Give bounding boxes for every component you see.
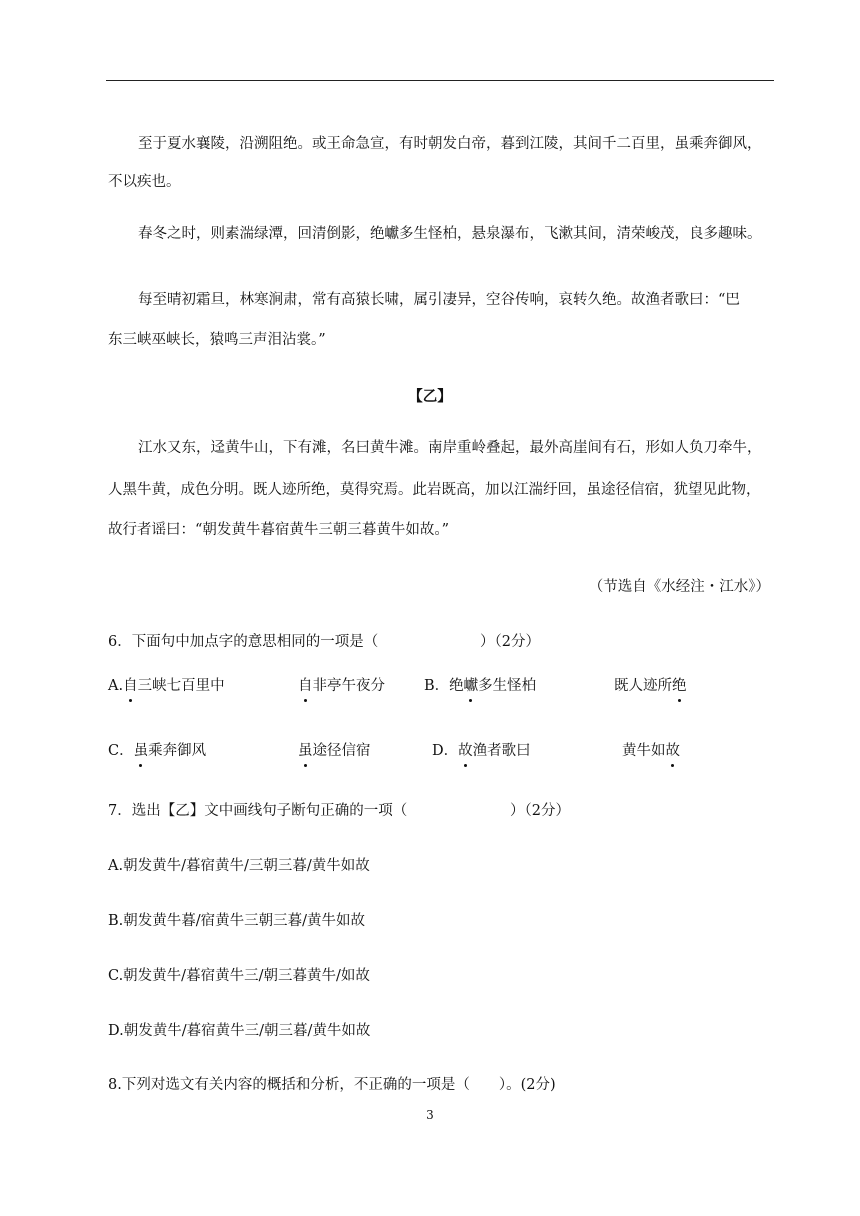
section-yi-line2: 人黑牛黄，成色分明。既人迹所绝，莫得究焉。此岩既高，加以江湍纡回，虽途径信宿，犹望见此物，	[108, 482, 761, 498]
q7-option-d: D.朝发黄牛/暮宿黄牛三/朝三暮/黄牛如故	[108, 1023, 371, 1039]
q6-stem-left: 6．下面句中加点字的意思相同的一项是（	[108, 634, 379, 650]
q7-option-b: B.朝发黄牛暮/宿黄牛三朝三暮/黄牛如故	[108, 913, 366, 929]
emphasis-dot-char: 虽	[298, 740, 313, 762]
passage-jia-p1-line2: 不以疾也。	[108, 174, 181, 190]
section-yi-heading: 【乙】	[408, 388, 452, 405]
q6-option-c-pair: 虽途径信宿	[298, 740, 371, 762]
q6-option-d-pair: 黄牛如故	[622, 740, 680, 762]
emphasis-dot-char: 故	[666, 740, 681, 762]
section-yi-line3: 故行者谣曰：“朝发黄牛暮宿黄牛三朝三暮黄牛如故。”	[108, 522, 450, 538]
emphasis-dot-char: 自	[123, 675, 138, 697]
page-number: 3	[426, 1108, 434, 1122]
q7-option-a: A.朝发黄牛/暮宿黄牛/三朝三暮/黄牛如故	[108, 858, 370, 874]
passage-jia-p2-line1: 春冬之时，则素湍绿潭，回清倒影，绝巘多生怪柏，悬泉瀑布，飞漱其间，清荣峻茂，良多趣味。	[138, 226, 762, 242]
q6-option-b: B．绝巘多生怪柏	[424, 675, 536, 697]
emphasis-dot-char: 自	[298, 675, 313, 697]
q6-option-a: A.自三峡七百里中	[108, 675, 225, 697]
emphasis-dot-char: 巘	[464, 675, 479, 697]
q6-stem-right: ）（2分）	[480, 634, 540, 650]
section-yi-line1: 江水又东，迳黄牛山，下有滩，名曰黄牛滩。南岸重岭叠起，最外高崖间有石，形如人负刀牵牛，	[138, 440, 762, 456]
q7-option-c: C.朝发黄牛/暮宿黄牛三/朝三暮黄牛/如故	[108, 968, 370, 984]
q6-option-c: C．虽乘奔御风	[108, 740, 206, 762]
q6-option-a-pair: 自非亭午夜分	[298, 675, 385, 697]
q6-option-b-pair: 既人迹所绝	[614, 675, 687, 697]
q6-option-d: D．故渔者歌曰	[432, 740, 531, 762]
q8-stem: 8.下列对选文有关内容的概括和分析，不正确的一项是（ ）。(2分)	[108, 1077, 556, 1093]
source-citation: （节选自《水经注・江水》）	[588, 579, 770, 595]
q7-stem-right: ）（2分）	[510, 803, 570, 819]
passage-jia-p3-line1: 每至晴初霜旦，林寒涧肃，常有高猿长啸，属引凄异，空谷传响，哀转久绝。故渔者歌曰：“巴	[138, 292, 740, 308]
emphasis-dot-char: 绝	[672, 675, 687, 697]
passage-jia-p1-line1: 至于夏水襄陵，沿溯阻绝。或王命急宣，有时朝发白帝，暮到江陵，其间千二百里，虽乘奔御风，	[138, 136, 762, 152]
q7-stem-left: 7．选出【乙】文中画线句子断句正确的一项（	[108, 803, 408, 819]
emphasis-dot-char: 虽	[134, 740, 149, 762]
passage-jia-p3-line2: 东三峡巫峡长，猿鸣三声泪沾裳。”	[108, 332, 326, 348]
emphasis-dot-char: 故	[458, 740, 473, 762]
header-rule	[106, 80, 774, 81]
